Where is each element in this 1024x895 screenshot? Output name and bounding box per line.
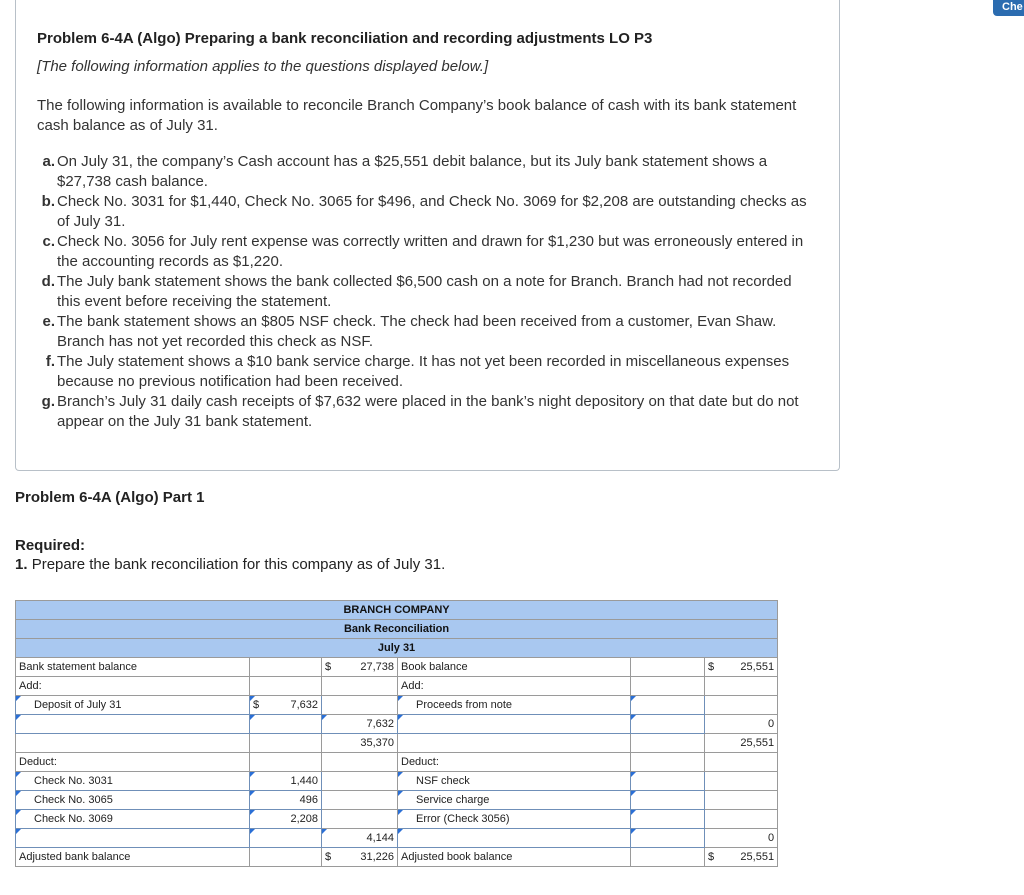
item-text: Check No. 3056 for July rent expense was correctly written and drawn for $1,230 but was erroneously entered in the accounting records as $1,220. xyxy=(57,233,804,270)
list-item xyxy=(35,232,810,272)
bank-reconciliation-table xyxy=(15,600,778,867)
bank-deduction-input[interactable]: Check No. 3065 xyxy=(16,791,250,810)
currency-symbol: $ xyxy=(708,851,715,863)
bank-statement-value: 27,738 xyxy=(360,661,394,673)
currency-symbol: $ xyxy=(708,661,715,673)
bank-deduction-input[interactable]: Check No. 3069 xyxy=(16,810,250,829)
reconciliation-title: Bank Reconciliation xyxy=(16,620,778,639)
book-balance-cell xyxy=(705,658,778,677)
book-deduction-amount-input[interactable] xyxy=(631,791,705,810)
table-row xyxy=(16,715,778,734)
book-addition-amount-input-2[interactable] xyxy=(631,715,705,734)
bank-deduction-amount-input[interactable]: 496 xyxy=(250,791,322,810)
adjusted-bank-label: Adjusted bank balance xyxy=(16,848,250,867)
company-name: BRANCH COMPANY xyxy=(16,601,778,620)
bank-statement-label: Bank statement balance xyxy=(16,658,250,677)
list-item xyxy=(35,312,810,352)
item-text: The July statement shows a $10 bank service charge. It has not yet been recorded in miscellaneous expenses because no previous notification had been received. xyxy=(57,353,790,390)
item-letter: f. xyxy=(45,353,55,370)
bank-add-total-input[interactable]: 7,632 xyxy=(322,715,398,734)
bank-deduction-amount-input-4[interactable] xyxy=(250,829,322,848)
book-add-label: Add: xyxy=(398,677,631,696)
problem-intro: The following information is available to reconcile Branch Company’s book balance of cash with its bank statement cash balance as of July 31. xyxy=(37,97,797,134)
required-instruction: Prepare the bank reconciliation for this company as of July 31. xyxy=(31,556,446,573)
currency-symbol: $ xyxy=(253,699,260,711)
bank-subtotal: 35,370 xyxy=(322,734,398,753)
book-deduction-input-4[interactable] xyxy=(398,829,631,848)
deposit-amount-input[interactable] xyxy=(250,696,322,715)
reconciliation-date: July 31 xyxy=(16,639,778,658)
list-item xyxy=(35,152,810,192)
book-deduction-input[interactable]: NSF check xyxy=(398,772,631,791)
required-number: 1. xyxy=(15,556,28,573)
adjusted-book-label: Adjusted book balance xyxy=(398,848,631,867)
list-item xyxy=(35,272,810,312)
table-row xyxy=(16,829,778,848)
item-letter: g. xyxy=(41,393,55,410)
adjusted-book-cell xyxy=(705,848,778,867)
book-addition-input[interactable]: Proceeds from note xyxy=(398,696,631,715)
bank-deduct-label: Deduct: xyxy=(16,753,250,772)
problem-note: [The following information applies to the questions displayed below.] xyxy=(37,58,489,75)
item-text: The July bank statement shows the bank collected $6,500 cash on a note for Branch. Branch had not recorded this event before receiving the statement. xyxy=(57,273,792,310)
book-deduction-input[interactable]: Error (Check 3056) xyxy=(398,810,631,829)
bank-deduction-input-4[interactable] xyxy=(16,829,250,848)
item-text: The bank statement shows an $805 NSF check. The check had been received from a customer, Evan Shaw. Branch has not yet recorded this check as NSF. xyxy=(57,313,777,350)
table-row xyxy=(16,848,778,867)
part-title: Problem 6-4A (Algo) Part 1 xyxy=(15,489,205,506)
bank-deduction-input[interactable]: Check No. 3031 xyxy=(16,772,250,791)
book-deduction-amount-input[interactable] xyxy=(631,810,705,829)
problem-items-list xyxy=(35,152,810,432)
table-row xyxy=(16,810,778,829)
item-letter: e. xyxy=(42,313,55,330)
book-subtotal: 25,551 xyxy=(705,734,778,753)
book-add-total: 0 xyxy=(705,715,778,734)
book-deduction-amount-input[interactable] xyxy=(631,772,705,791)
book-deduction-amount-input-4[interactable] xyxy=(631,829,705,848)
item-text: Check No. 3031 for $1,440, Check No. 3065 for $496, and Check No. 3069 for $2,208 are outstanding checks as of July 31. xyxy=(57,193,807,230)
proceeds-amount-input[interactable] xyxy=(631,696,705,715)
bank-addition-amount-input-2[interactable] xyxy=(250,715,322,734)
book-deduction-input[interactable]: Service charge xyxy=(398,791,631,810)
adjusted-bank-cell xyxy=(322,848,398,867)
item-letter: b. xyxy=(41,193,55,210)
book-balance-value: 25,551 xyxy=(740,661,775,673)
book-addition-input-2[interactable] xyxy=(398,715,631,734)
table-row xyxy=(16,753,778,772)
required-label: Required: xyxy=(15,537,86,554)
list-item xyxy=(35,392,810,432)
book-deduct-label: Deduct: xyxy=(398,753,631,772)
list-item xyxy=(35,352,810,392)
bank-addition-input[interactable]: Deposit of July 31 xyxy=(16,696,250,715)
table-row xyxy=(16,677,778,696)
table-row xyxy=(16,696,778,715)
deposit-value: 7,632 xyxy=(290,699,318,711)
currency-symbol: $ xyxy=(325,851,332,863)
bank-deduct-total-input[interactable]: 4,144 xyxy=(322,829,398,848)
adjusted-bank-value: 31,226 xyxy=(360,851,394,863)
table-row xyxy=(16,658,778,677)
bank-add-label: Add: xyxy=(16,677,250,696)
table-row xyxy=(16,734,778,753)
item-text: On July 31, the company’s Cash account has a $25,551 debit balance, but its July bank statement shows a $27,738 cash balance. xyxy=(57,153,768,190)
table-row xyxy=(16,772,778,791)
book-deduct-total: 0 xyxy=(705,829,778,848)
adjusted-book-value: 25,551 xyxy=(740,851,775,863)
bank-statement-cell xyxy=(322,658,398,677)
book-balance-label: Book balance xyxy=(398,658,631,677)
required-text xyxy=(15,556,445,573)
bank-deduction-amount-input[interactable]: 2,208 xyxy=(250,810,322,829)
currency-symbol: $ xyxy=(325,661,332,673)
item-letter: d. xyxy=(41,273,55,290)
table-row xyxy=(16,791,778,810)
bank-addition-input-2[interactable] xyxy=(16,715,250,734)
item-letter: a. xyxy=(42,153,55,170)
bank-deduction-amount-input[interactable]: 1,440 xyxy=(250,772,322,791)
item-text: Branch’s July 31 daily cash receipts of $7,632 were placed in the bank’s night depository on that date but do not appear on the July 31 bank statement. xyxy=(57,393,799,430)
item-letter: c. xyxy=(42,233,55,250)
problem-title: Problem 6-4A (Algo) Preparing a bank reconciliation and recording adjustments LO P3 xyxy=(37,30,653,47)
check-my-work-button[interactable]: Che xyxy=(993,0,1024,16)
list-item xyxy=(35,192,810,232)
